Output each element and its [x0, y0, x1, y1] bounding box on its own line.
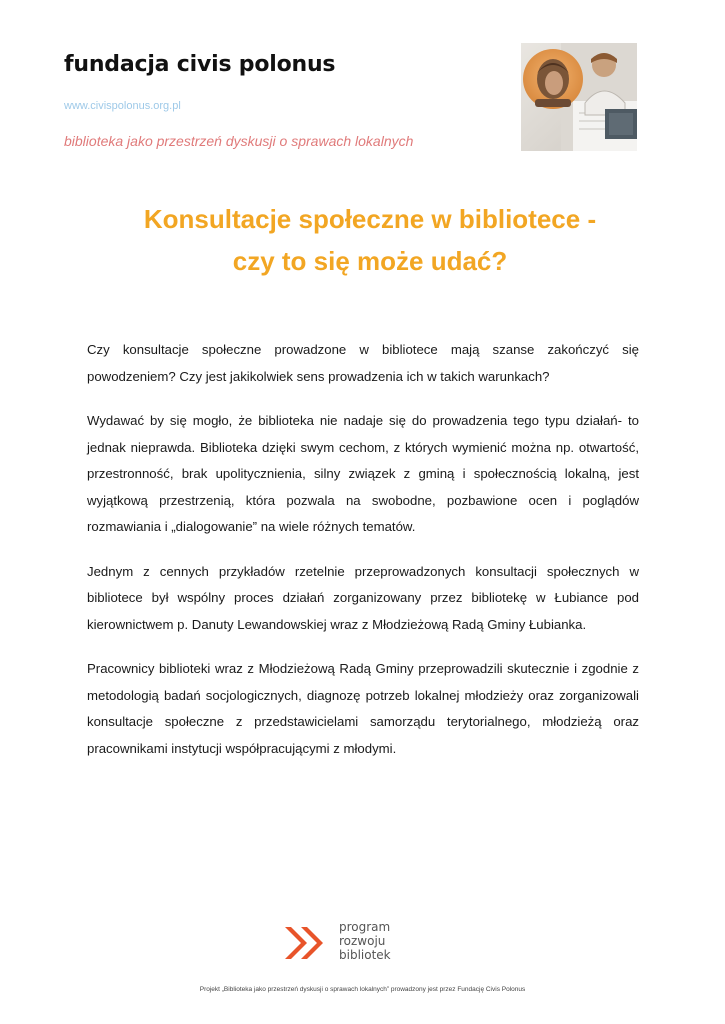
footer-note: Projekt „Biblioteka jako przestrzeń dyskusji o sprawach lokalnych” prowadzony jest przez Fundację Civis Polonus — [199, 986, 526, 993]
header-photo — [521, 43, 637, 151]
logo-line-3: bibliotek — [339, 948, 391, 962]
logo-line-2: rozwoju — [339, 934, 386, 948]
project-tagline: biblioteka jako przestrzeń dyskusji o sprawach lokalnych — [64, 133, 414, 149]
organization-name: fundacja civis polonus — [64, 52, 336, 77]
title-line-2: czy to się może udać? — [232, 246, 508, 276]
document-title — [80, 198, 660, 282]
paragraph-3: Jednym z cennych przykładów rzetelnie przeprowadzonych konsultacji społecznych w bibliotece był wspólny proces działań zorganizowany przez bibliotekę w Łubiance pod kierownictwem p. Danuty Lewandowskiej wraz z Młodzieżową Radą Gminy Łubianka. — [87, 563, 639, 632]
article-body — [87, 337, 639, 780]
double-chevron-icon — [283, 920, 333, 966]
header-photo-image — [521, 43, 637, 151]
organization-url[interactable]: www.civispolonus.org.pl — [64, 100, 181, 112]
title-line-1: Konsultacje społeczne w bibliotece - — [143, 204, 597, 234]
paragraph-2: Wydawać by się mogło, że biblioteka nie nadaje się do prowadzenia tego typu działań- to jednak nieprawda. Biblioteka dzięki swym cechom, z których wymienić można np. otwartość, przestronność, brak upolitycznienia, silny związek z gminą i społecznością lokalną, jest wyjątkową przestrzenią, która pozwala na swobodne, pozbawione ocen i poglądów rozmawiania i „dialogowanie” na wiele różnych tematów. — [87, 413, 639, 534]
logo-line-1: program — [339, 920, 391, 934]
paragraph-4: Pracownicy biblioteki wraz z Młodzieżową Radą Gminy przeprowadzili skutecznie i zgodnie z metodologią badań socjologicznych, diagnozę potrzeb lokalnej młodzieży oraz zorganizowali konsultacje społeczne z przedstawicielami samorządu terytorialnego, młodzieżą oraz pracownikami instytucji współpracującymi z młodymi. — [87, 661, 639, 756]
logo-wordmark — [339, 920, 391, 962]
program-logo — [283, 920, 443, 966]
paragraph-1: Czy konsultacje społeczne prowadzone w bibliotece mają szanse zakończyć się powodzeniem? Czy jest jakikolwiek sens prowadzenia ich w takich warunkach? — [87, 342, 639, 384]
